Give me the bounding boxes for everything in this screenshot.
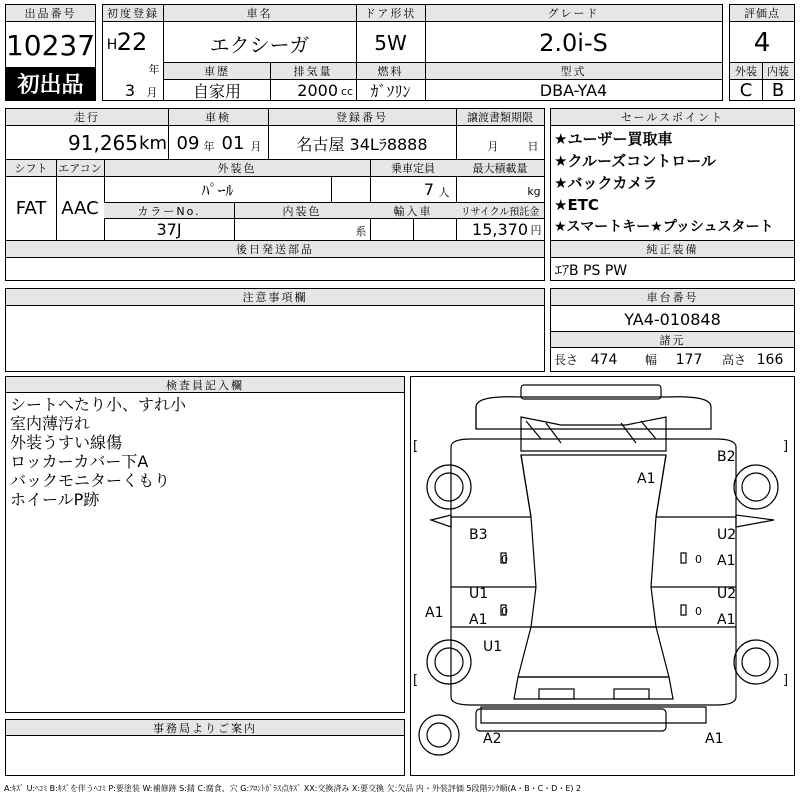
- vehicle-header-box: [102, 4, 723, 101]
- kg-unit: kg: [527, 185, 541, 198]
- bracket-right-top: ]: [783, 439, 789, 454]
- inspector-line: 室内薄汚れ: [10, 414, 91, 433]
- equipment-value: ｴｱB PS PW: [555, 262, 628, 279]
- recycle-label: リサイクル預託金: [456, 203, 544, 219]
- score-box: [729, 4, 795, 101]
- mark-right-rear-door: U2: [717, 586, 737, 602]
- insp-year: 09: [176, 132, 200, 154]
- shift: FAT: [15, 198, 47, 219]
- notes-box: [5, 288, 545, 372]
- interior-label: 内装: [762, 63, 794, 80]
- height: 166: [756, 351, 784, 368]
- model-code: DBA-YA4: [539, 81, 608, 100]
- history: 自家用: [192, 82, 241, 101]
- inspector-line: ホイールP跡: [10, 490, 100, 509]
- length-label: 長さ: [553, 353, 578, 367]
- sales-point: ★スマートキー★プッシュスタート: [554, 219, 774, 235]
- sales-points-box: [550, 108, 795, 281]
- mileage-label: 走行: [6, 109, 168, 126]
- name-label: 車名: [163, 5, 356, 22]
- details-box: [5, 108, 545, 281]
- inspector-line: 外装うすい線傷: [10, 433, 123, 452]
- office-label: 事務局よりご案内: [6, 720, 404, 736]
- inspector-line: シートへたり小、すれ小: [10, 395, 187, 414]
- chassis-box: [550, 288, 795, 372]
- person-unit: 人: [438, 185, 450, 199]
- mark-right-rear-door-sub: A1: [717, 612, 736, 628]
- era: H: [106, 37, 118, 53]
- reg-month: 3: [124, 81, 136, 100]
- yen-unit: 円: [530, 224, 542, 237]
- color-no-label: カラーNo.: [104, 203, 234, 219]
- interior-grade: B: [771, 80, 785, 101]
- inspection-label: 車検: [168, 109, 268, 126]
- color-no: 37J: [156, 220, 182, 239]
- mark-rear-right-fender: B2: [717, 449, 736, 465]
- mark-right-front-door-sub2: 0: [695, 553, 702, 566]
- mark-right-front-door: U2: [717, 527, 737, 543]
- mark-left-front-door: B3: [469, 527, 488, 543]
- sales-point: ★ETC: [554, 196, 599, 214]
- mark-front-bumper-right: A1: [705, 731, 724, 747]
- plate-label: 登録番号: [268, 109, 456, 126]
- damage-diagram: [410, 376, 795, 776]
- color-label: 外装色: [104, 160, 370, 177]
- plate: 名古屋 34Lﾗ8888: [296, 134, 428, 154]
- recycle-fee: 15,370: [472, 220, 528, 239]
- sales-point: ★ユーザー買取車: [554, 130, 673, 148]
- model-label: 型式: [425, 63, 722, 80]
- mark-left-rear-door: U1: [469, 586, 489, 602]
- width: 177: [675, 351, 703, 368]
- bracket-left-top: [: [413, 439, 419, 454]
- specs-label: 諸元: [551, 332, 794, 348]
- mileage: 91,265: [68, 131, 138, 155]
- month-unit: 月: [146, 85, 158, 99]
- ac-label: エアコン: [56, 160, 104, 177]
- sales-points-list: [554, 128, 794, 238]
- cc-unit: cc: [340, 85, 354, 98]
- equipment-label: 純正装備: [551, 241, 794, 258]
- load-label: 最大積載量: [456, 160, 544, 177]
- lot-number: 10237: [5, 28, 96, 62]
- mark-left-rear-door-sub: A1: [469, 612, 488, 628]
- chassis-number: YA4-010848: [624, 309, 721, 329]
- inspector-line: ロッカーカバー下A: [10, 452, 149, 471]
- fuel: ｶﾞｿﾘﾝ: [370, 82, 411, 101]
- mark-roof: A1: [637, 471, 656, 487]
- legend: A:ｷｽﾞ U:ﾍｺﾐ B:ｷｽﾞを伴うﾍｺﾐ P:要塗装 W:補修跡 S:錆 C:腐食、穴 G:ﾌﾛﾝﾄｶﾞﾗｽ点ｷｽﾞ XX:交換済み X:要交換 欠:欠品 内・外装評価 5段階ﾗﾝｸ順(A・B・C・D・E) 2: [4, 783, 582, 793]
- insp-year-unit: 年: [203, 140, 215, 153]
- capacity-label: 乗車定員: [370, 160, 456, 177]
- door-label: ドア形状: [356, 5, 425, 22]
- notes-label: 注意事項欄: [6, 289, 544, 306]
- interior-color-label: 内装色: [234, 203, 370, 219]
- exterior-color: ﾊﾟｰﾙ: [201, 181, 234, 200]
- displacement: 2000: [297, 81, 338, 100]
- later-parts-label: 後日発送部品: [6, 241, 544, 258]
- capacity: 7: [423, 180, 434, 199]
- mark-left-quarter: A1: [425, 605, 444, 621]
- transfer-day-unit: 日: [527, 140, 539, 153]
- km-unit: km: [139, 132, 167, 154]
- exterior-label: 外装: [730, 63, 762, 80]
- year-unit: 年: [148, 63, 160, 76]
- ac: AAC: [61, 198, 99, 219]
- mark-left-rear-door-sub2: 0: [501, 605, 508, 618]
- inspector-notes: [10, 395, 186, 509]
- grade: 2.0i-S: [539, 29, 608, 57]
- bracket-right-bottom: ]: [783, 673, 789, 688]
- vehicle-name: エクシーガ: [209, 32, 310, 57]
- shift-label: シフト: [6, 160, 56, 177]
- mark-left-front-door-sub: 0: [501, 553, 508, 566]
- interior-color-unit: 系: [355, 225, 367, 238]
- transfer-label: 譲渡書類期限: [456, 109, 544, 126]
- width-label: 幅: [644, 353, 657, 367]
- mark-front-bumper-left: A2: [483, 731, 502, 747]
- first-listing-badge: 初出品: [6, 67, 95, 100]
- sales-point: ★バックカメラ: [554, 174, 658, 192]
- length: 474: [590, 351, 618, 368]
- lot-box: [5, 4, 96, 101]
- office-box: [5, 719, 405, 776]
- lot-label: 出品番号: [6, 5, 95, 22]
- door-type: 5W: [374, 31, 407, 55]
- inspector-line: バックモニターくもり: [10, 471, 171, 490]
- history-label: 車歴: [164, 63, 270, 80]
- fuel-label: 燃料: [356, 63, 425, 80]
- import-label: 輸入車: [370, 203, 456, 219]
- mark-right-front-door-sub: A1: [717, 553, 736, 569]
- chassis-label: 車台番号: [551, 289, 794, 306]
- transfer-month-unit: 月: [487, 140, 499, 153]
- displacement-label: 排気量: [270, 63, 356, 80]
- car-outline: [411, 377, 794, 775]
- sales-point: ★クルーズコントロール: [554, 152, 716, 170]
- exterior-grade: C: [739, 80, 753, 101]
- mark-right-rear-door-sub2: 0: [695, 605, 702, 618]
- reg-label: 初度登録: [103, 5, 163, 22]
- inspector-label: 検査員記入欄: [6, 377, 404, 393]
- score-label: 評価点: [730, 5, 794, 22]
- insp-month: 01: [221, 132, 245, 154]
- sales-points-label: セールスポイント: [551, 109, 794, 126]
- insp-month-unit: 月: [250, 140, 262, 153]
- bracket-left-bottom: [: [413, 673, 419, 688]
- reg-year: 22: [116, 28, 148, 56]
- inspector-box: [5, 376, 405, 713]
- grade-label: グレード: [425, 5, 722, 22]
- height-label: 高さ: [721, 353, 746, 367]
- score-value: 4: [753, 28, 771, 58]
- mark-left-rocker: U1: [483, 639, 503, 655]
